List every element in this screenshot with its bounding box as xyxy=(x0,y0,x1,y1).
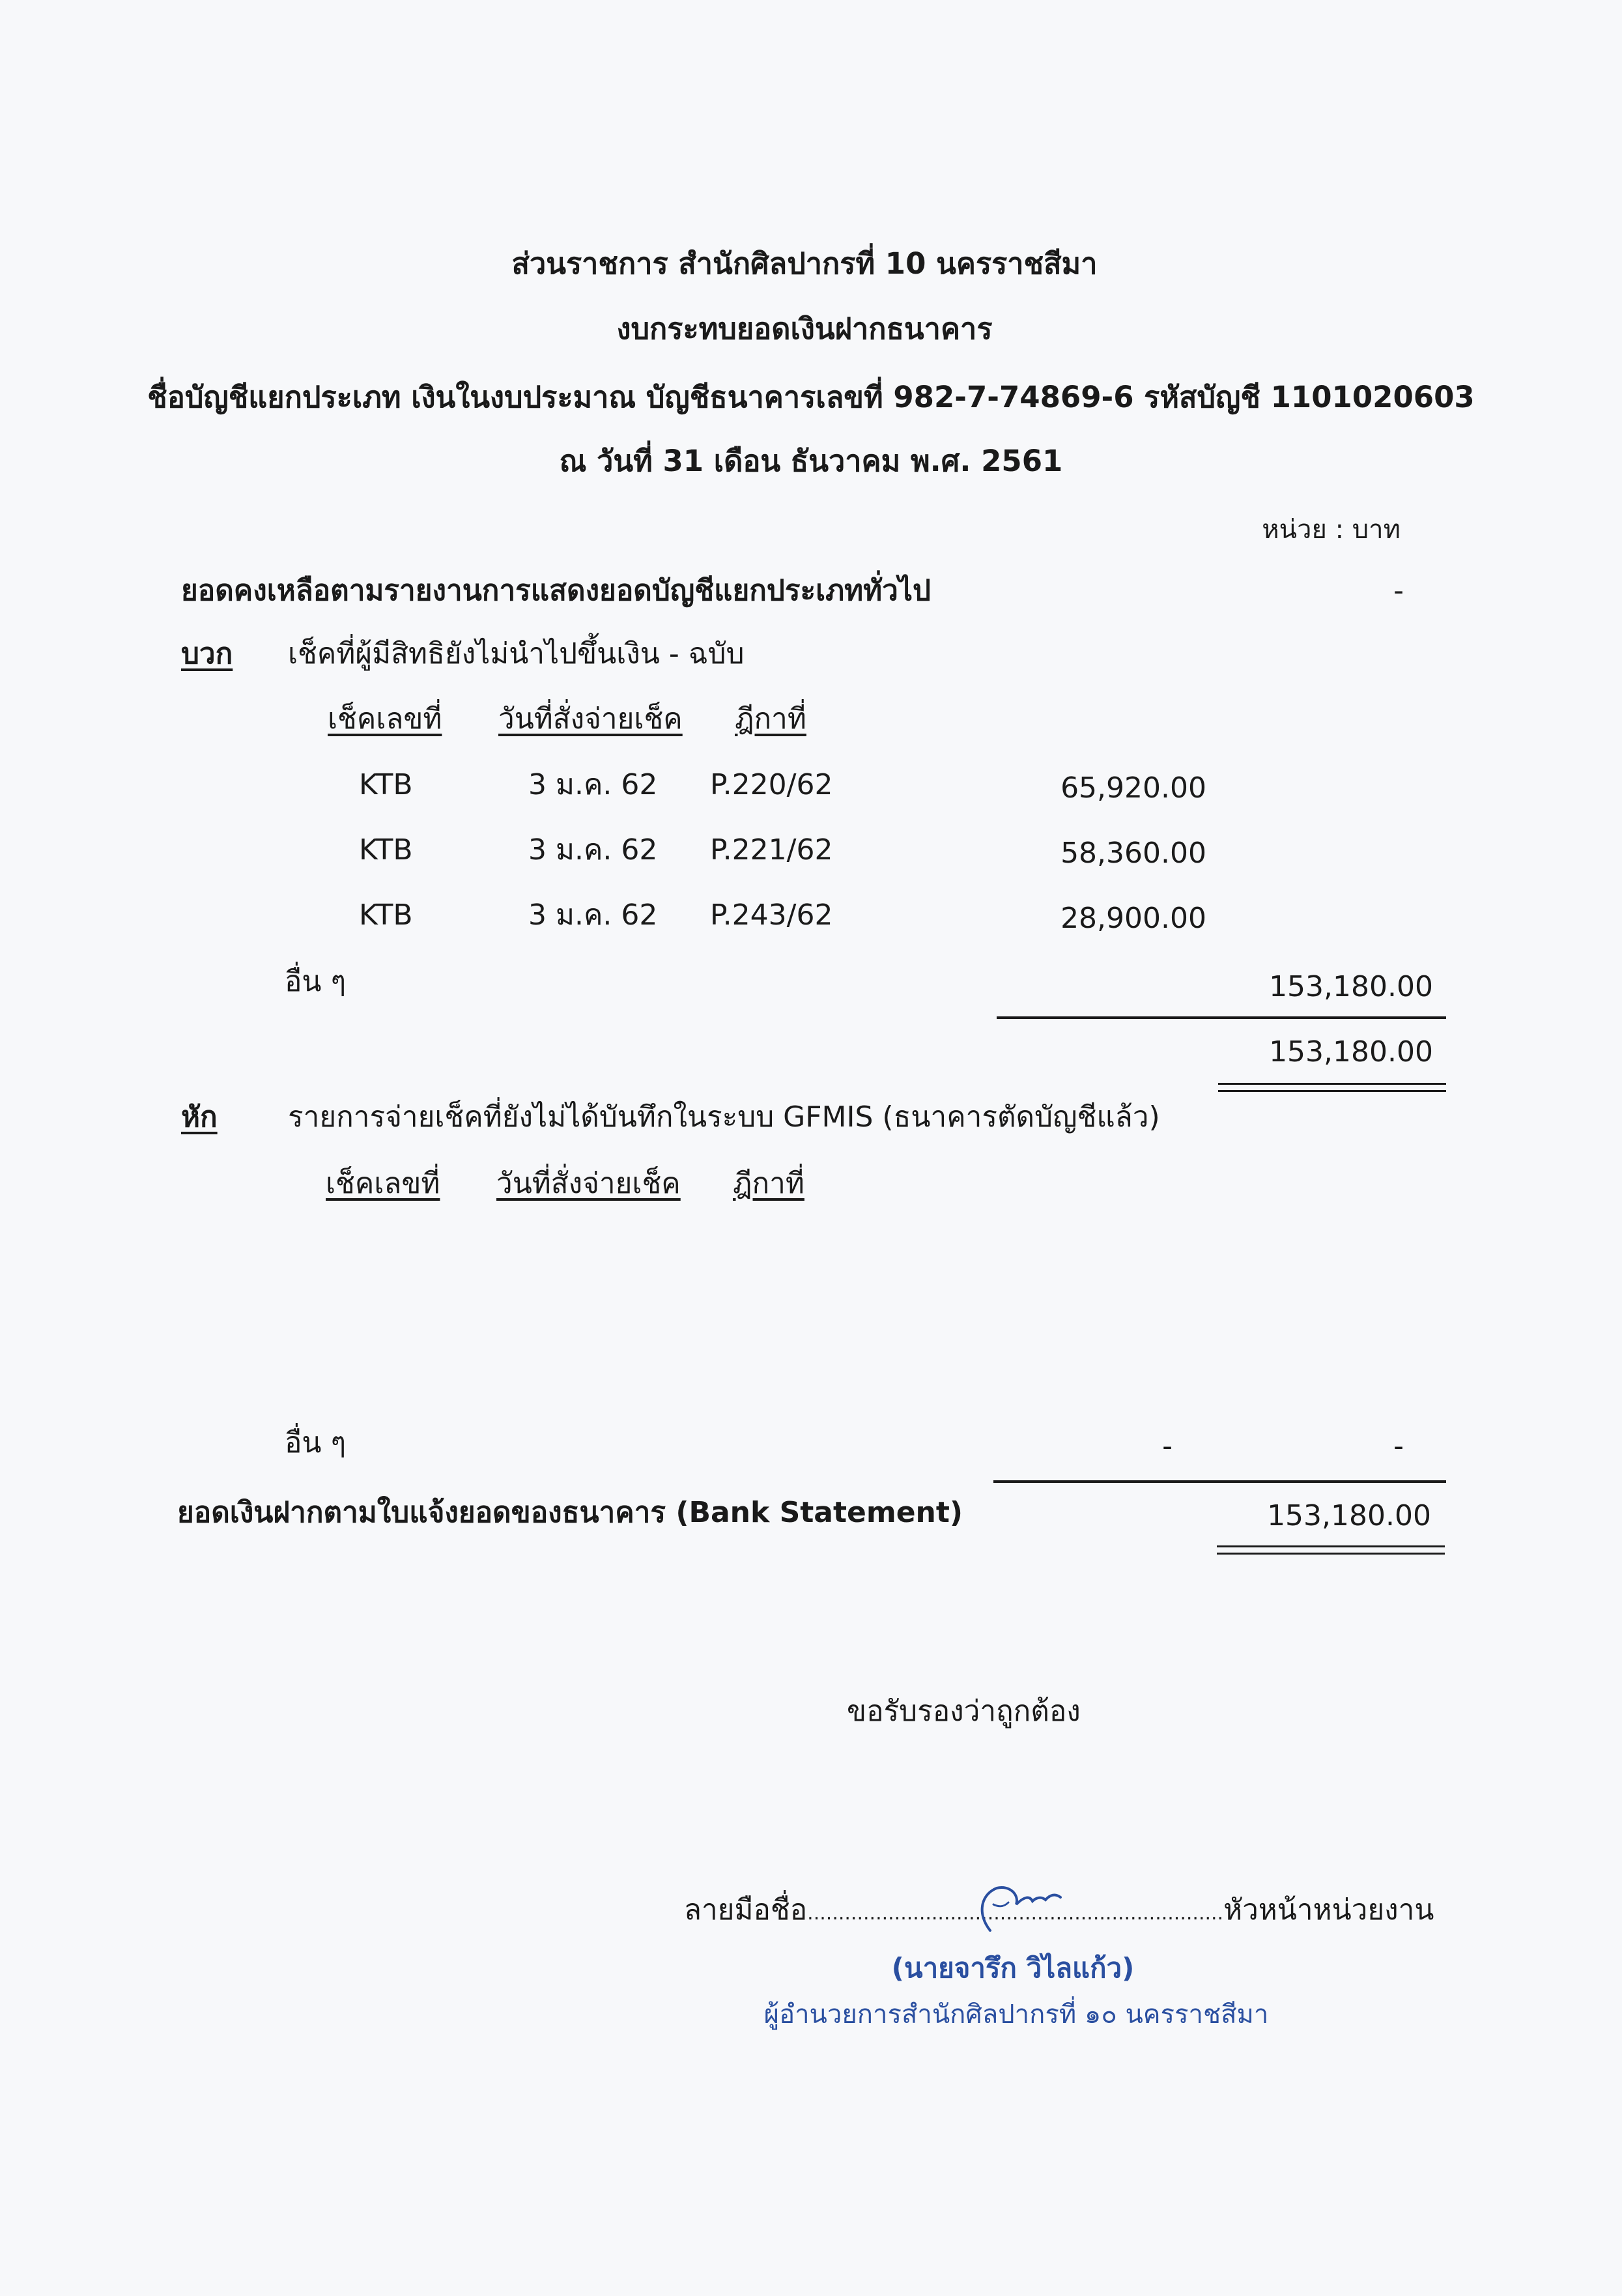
deduct-col-voucher: ฎีกาที่ xyxy=(733,1167,804,1200)
add-row-amount: 58,360.00 xyxy=(1060,837,1206,870)
signer-name: (นายจารึก วิไลแก้ว) xyxy=(891,1952,1135,1984)
signer-title: ผู้อำนวยการสำนักศิลปากรที่ ๑๐ นครราชสีมา xyxy=(763,2000,1269,2030)
add-row-cheque: KTB xyxy=(359,768,413,801)
add-heading: บวก xyxy=(181,637,233,670)
add-description: เช็คที่ผู้มีสิทธิยังไม่นำไปขึ้นเงิน - ฉบับ xyxy=(288,637,745,670)
certification-text: ขอรับรองว่าถูกต้อง xyxy=(847,1695,1081,1728)
ledger-balance-value: - xyxy=(1393,574,1404,607)
double-underline-bottom xyxy=(1218,1090,1446,1092)
header-line-2: งบกระทบยอดเงินฝากธนาคาร xyxy=(616,311,993,346)
double-underline-bottom xyxy=(1217,1553,1445,1555)
add-other-label: อื่น ๆ xyxy=(285,965,347,998)
bank-statement-label: ยอดเงินฝากตามใบแจ้งยอดของธนาคาร (Bank Statement) xyxy=(177,1496,963,1529)
add-row-voucher: P.243/62 xyxy=(710,898,833,932)
add-col-voucher: ฎีกาที่ xyxy=(735,702,806,736)
add-col-date: วันที่สั่งจ่ายเช็ค xyxy=(498,702,683,736)
deduct-heading: หัก xyxy=(181,1100,218,1134)
signature-dots: ................................................................... xyxy=(807,1902,1224,1925)
deduct-underline xyxy=(993,1480,1446,1483)
add-row-amount: 28,900.00 xyxy=(1060,902,1206,935)
deduct-other-amount: - xyxy=(1162,1429,1173,1463)
signature-suffix: หัวหน้าหน่วยงาน xyxy=(1223,1893,1434,1927)
add-row-cheque: KTB xyxy=(359,898,413,932)
deduct-other-label: อื่น ๆ xyxy=(285,1426,347,1459)
header-line-3: ชื่อบัญชีแยกประเภท เงินในงบประมาณ บัญชีธนาคารเลขที่ 982-7-74869-6 รหัสบัญชี 1101020603 xyxy=(147,380,1475,414)
bank-statement-value: 153,180.00 xyxy=(1267,1499,1431,1532)
add-row-date: 3 ม.ค. 62 xyxy=(528,898,658,932)
add-row-voucher: P.220/62 xyxy=(710,768,833,801)
double-underline-top xyxy=(1217,1545,1445,1547)
signature-prefix: ลายมือชื่อ xyxy=(684,1893,808,1927)
add-col-cheque: เช็คเลขที่ xyxy=(328,702,442,736)
double-underline-top xyxy=(1218,1083,1446,1085)
add-row-amount: 65,920.00 xyxy=(1060,771,1206,805)
add-row-date: 3 ม.ค. 62 xyxy=(528,768,658,801)
add-other-total: 153,180.00 xyxy=(1269,970,1433,1003)
add-row-cheque: KTB xyxy=(359,833,413,867)
deduct-other-total: - xyxy=(1393,1429,1404,1463)
deduct-description: รายการจ่ายเช็คที่ยังไม่ได้บันทึกในระบบ GFMIS (ธนาคารตัดบัญชีแล้ว) xyxy=(288,1100,1160,1134)
handwritten-signature xyxy=(964,1869,1068,1940)
header-line-4: ณ วันที่ 31 เดือน ธันวาคม พ.ศ. 2561 xyxy=(559,444,1063,478)
add-row-voucher: P.221/62 xyxy=(710,833,833,867)
unit-label: หน่วย : บาท xyxy=(1262,515,1401,545)
add-subtotal: 153,180.00 xyxy=(1269,1035,1433,1069)
add-row-date: 3 ม.ค. 62 xyxy=(528,833,658,867)
add-underline xyxy=(997,1016,1446,1019)
deduct-col-cheque: เช็คเลขที่ xyxy=(326,1167,440,1200)
deduct-col-date: วันที่สั่งจ่ายเช็ค xyxy=(496,1167,681,1200)
header-line-1: ส่วนราชการ สำนักศิลปากรที่ 10 นครราชสีมา xyxy=(511,246,1098,281)
ledger-balance-label: ยอดคงเหลือตามรายงานการแสดงยอดบัญชีแยกประเภททั่วไป xyxy=(181,574,931,607)
